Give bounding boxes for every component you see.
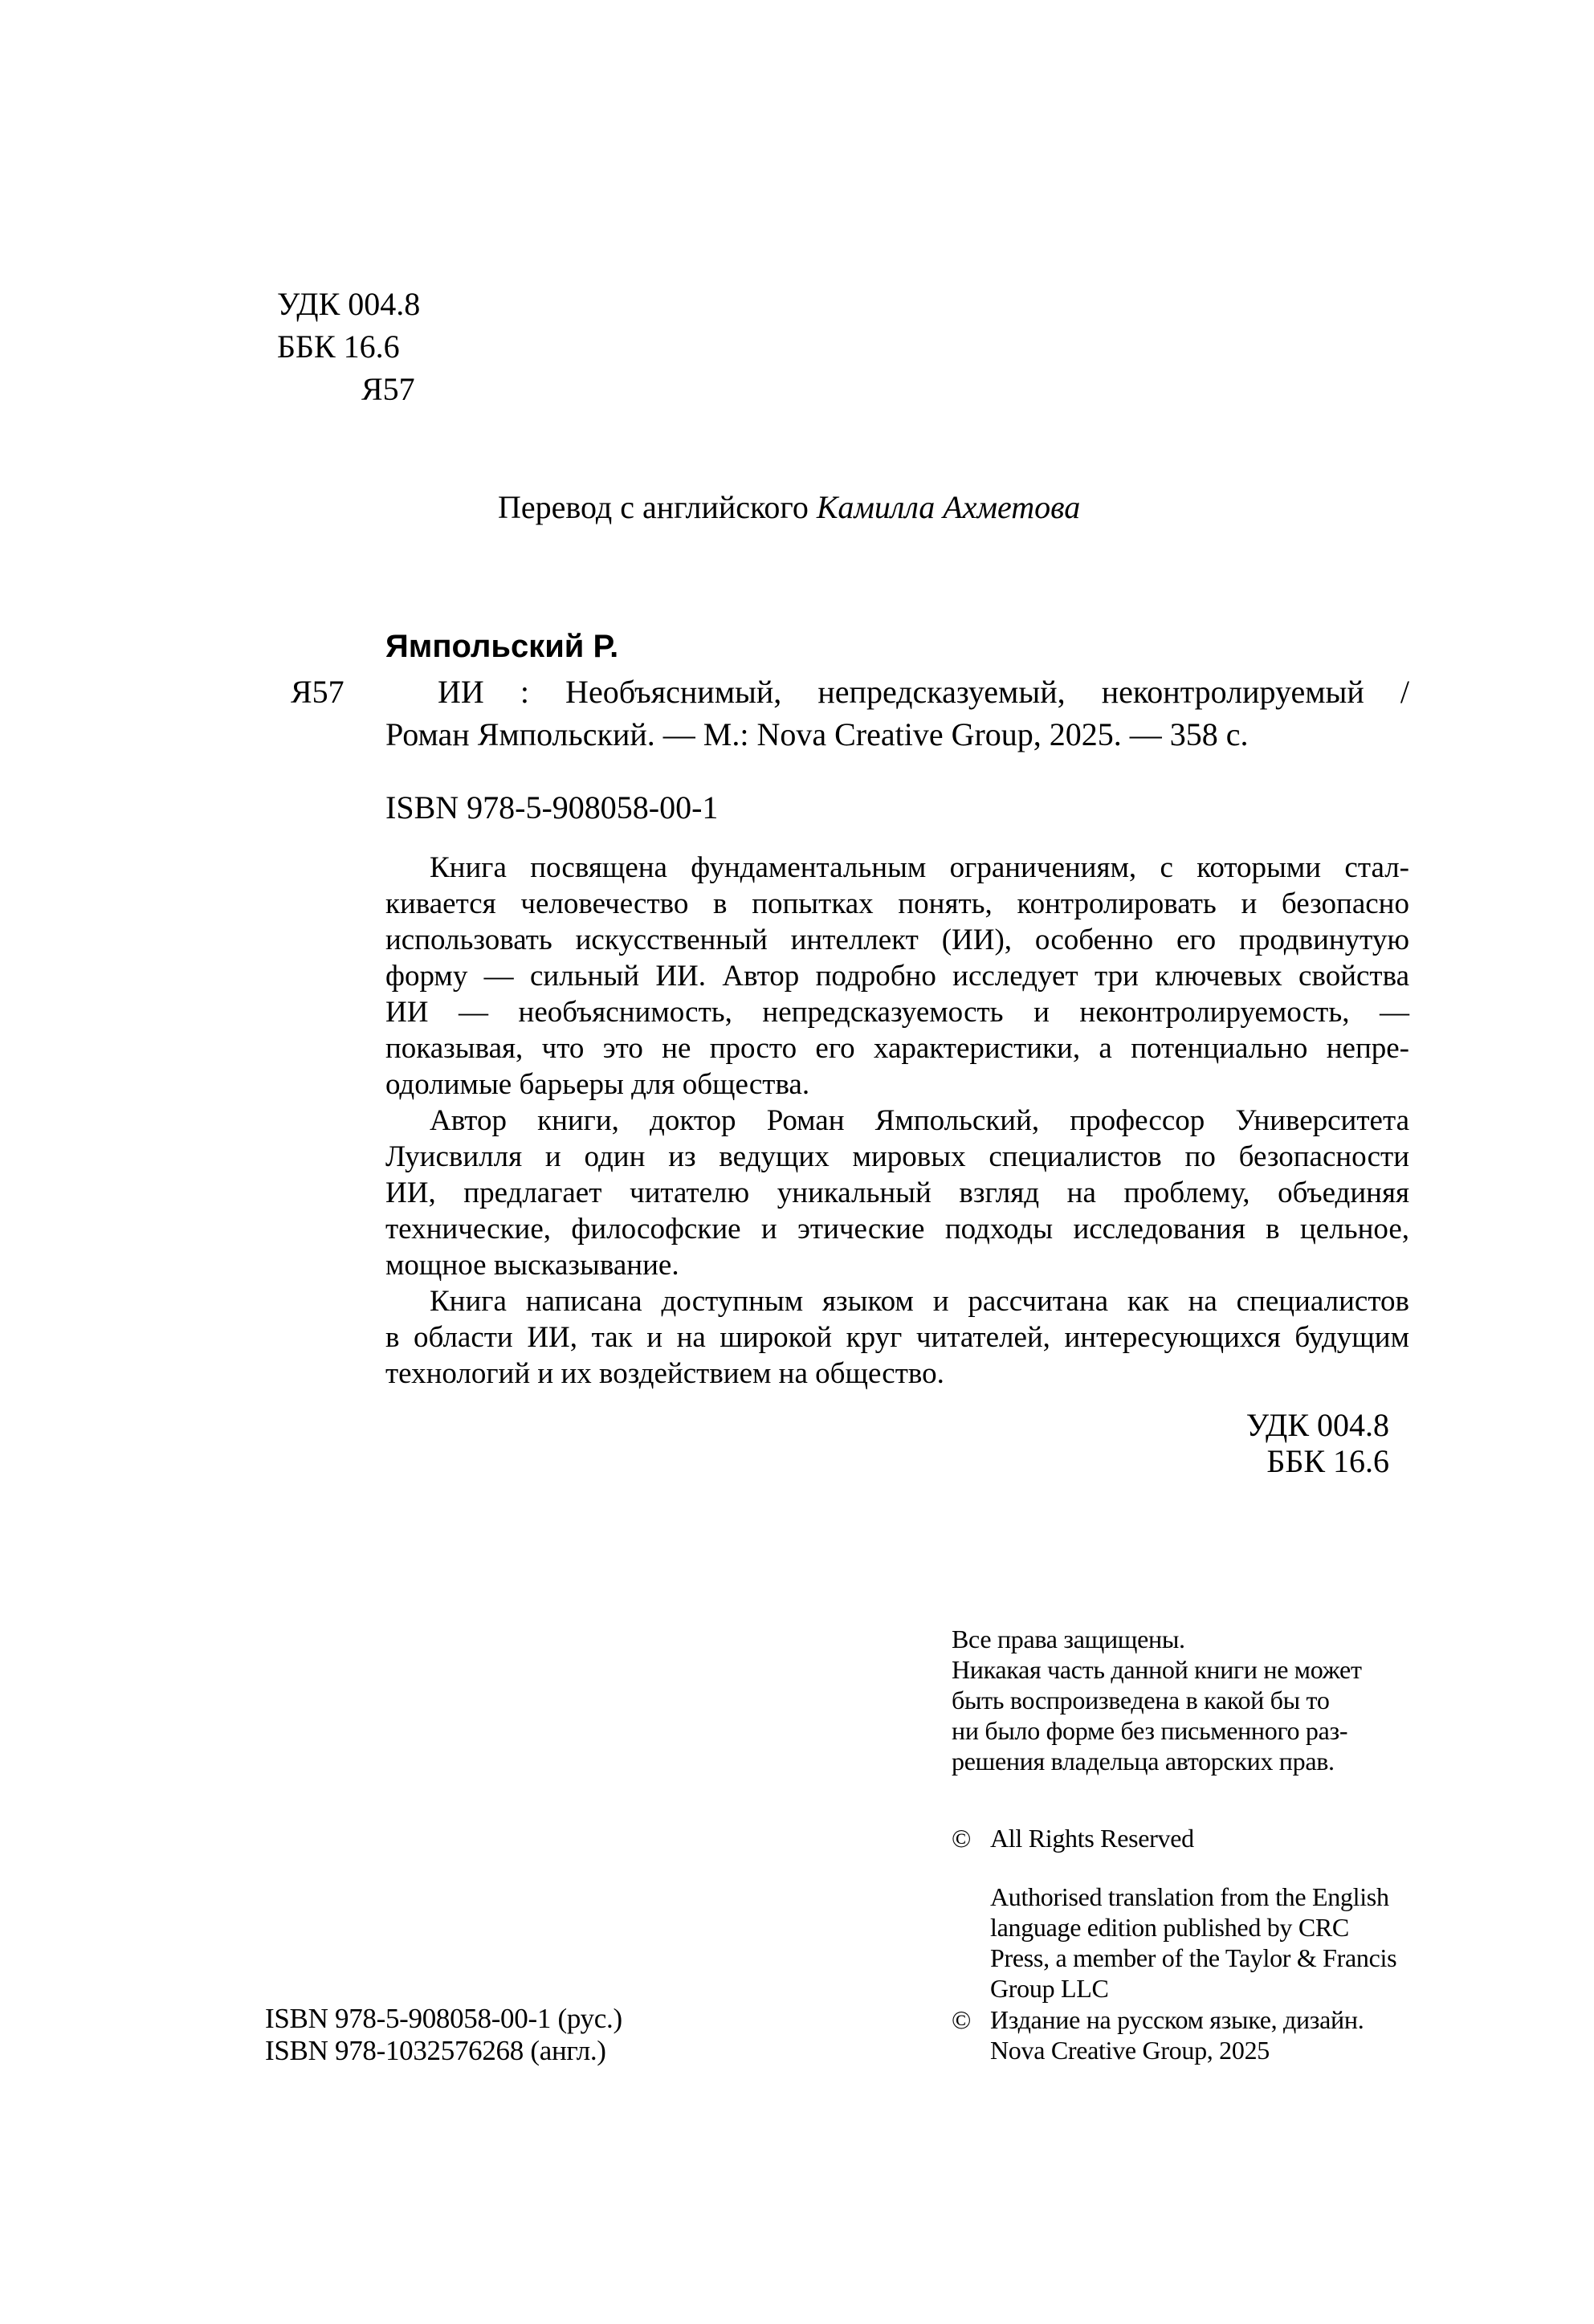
- text-line: ISBN 978-1032576268 (англ.): [265, 2035, 606, 2066]
- annotation-text: [385, 850, 1409, 1392]
- text-line: Group LLC: [990, 1974, 1109, 2003]
- paragraph-line: показывая, что это не просто его характеристики, а потенциально непре-: [385, 1032, 1409, 1065]
- paragraph-line: технические, философские и этические подходы исследования в цельное,: [385, 1213, 1409, 1246]
- text-line: Press, a member of the Taylor & Francis: [990, 1943, 1397, 1972]
- copyright-english-text: All Rights Reserved: [990, 1824, 1194, 1853]
- paragraph-line: мощное высказывание.: [385, 1249, 679, 1282]
- text-line: быть воспроизведена в какой бы то: [952, 1686, 1330, 1714]
- text-line: Издание на русском языке, дизайн.: [990, 2005, 1364, 2034]
- paragraph: [385, 850, 1409, 1103]
- copyright-russian-row: [952, 2004, 1364, 2065]
- isbn-list: [265, 2003, 622, 2067]
- catalog-isbn: ISBN 978-5-908058-00-1: [385, 789, 719, 826]
- paragraph-line: технологий и их воздействием на общество.: [385, 1357, 944, 1390]
- copyright-russian-text: [990, 2004, 1364, 2065]
- paragraph-line: ИИ — необъяснимость, непредсказуемость и неконтролируемость, —: [385, 996, 1409, 1029]
- rights-statement: [952, 1624, 1362, 1776]
- paragraph-line: Книга посвящена фундаментальным ограничениям, с которыми стал-: [430, 851, 1409, 884]
- top-classification-codes: [277, 283, 420, 410]
- copyright-russian: [952, 2004, 1364, 2065]
- catalog-entry-line1: ИИ : Необъяснимый, непредсказуемый, неконтролируемый /: [438, 674, 1409, 710]
- text-line: Никакая часть данной книги не может: [952, 1655, 1362, 1684]
- translator-line: [498, 488, 1080, 526]
- udk-code: УДК 004.8: [277, 286, 421, 322]
- paragraph-line: Луисвилля и один из ведущих мировых специалистов по безопасности: [385, 1140, 1409, 1173]
- author-sign: Я57: [361, 371, 415, 407]
- text-line: language edition published by CRC: [990, 1913, 1349, 1942]
- copyright-english: [952, 1823, 1194, 1853]
- text-line: решения владельца авторских прав.: [952, 1747, 1335, 1776]
- copyright-symbol: ©: [952, 1824, 972, 1853]
- catalog-author-sign: Я57: [291, 674, 344, 710]
- paragraph-line: в области ИИ, так и на широкой круг читателей, интересующихся будущим: [385, 1321, 1409, 1354]
- bbk-code-bottom: ББК 16.6: [1266, 1443, 1389, 1479]
- catalog-author-heading: Ямпольский Р.: [385, 629, 619, 664]
- text-line: Все права защищены.: [952, 1625, 1185, 1653]
- bbk-code: ББК 16.6: [277, 328, 400, 365]
- copyright-english-row: [952, 1823, 1194, 1853]
- text-line: ни было форме без письменного раз-: [952, 1716, 1348, 1745]
- paragraph-line: Книга написана доступным языком и рассчитана как на специалистов: [430, 1285, 1409, 1318]
- paragraph-line: кивается человечество в попытках понять, контролировать и безопасно: [385, 887, 1409, 920]
- translator-prefix: Перевод с английского: [498, 489, 817, 525]
- paragraph-line: использовать искусственный интеллект (ИИ), особенно его продвинутую: [385, 923, 1409, 956]
- text-line: ISBN 978-5-908058-00-1 (рус.): [265, 2003, 622, 2034]
- text-line: Authorised translation from the English: [990, 1882, 1389, 1911]
- copyright-symbol: ©: [952, 2005, 972, 2034]
- paragraph-line: одолимые барьеры для общества.: [385, 1068, 810, 1101]
- paragraph-line: форму — сильный ИИ. Автор подробно исследует три ключевых свойства: [385, 960, 1409, 993]
- text-line: Nova Creative Group, 2025: [990, 2036, 1270, 2065]
- udk-code-bottom: УДК 004.8: [1245, 1407, 1389, 1443]
- paragraph: [385, 1283, 1409, 1392]
- translator-name: Камилла Ахметова: [816, 489, 1081, 525]
- paragraph-line: Автор книги, доктор Роман Ямпольский, профессор Университета: [430, 1104, 1409, 1137]
- bottom-classification-codes: [1246, 1407, 1389, 1479]
- paragraph-line: ИИ, предлагает читателю уникальный взгляд на проблему, объединяя: [385, 1176, 1409, 1209]
- authorised-translation-note: [990, 1882, 1396, 2004]
- paragraph: [385, 1103, 1409, 1283]
- catalog-entry-line2: Роман Ямпольский. — М.: Nova Creative Group, 2025. — 358 с.: [385, 716, 1249, 752]
